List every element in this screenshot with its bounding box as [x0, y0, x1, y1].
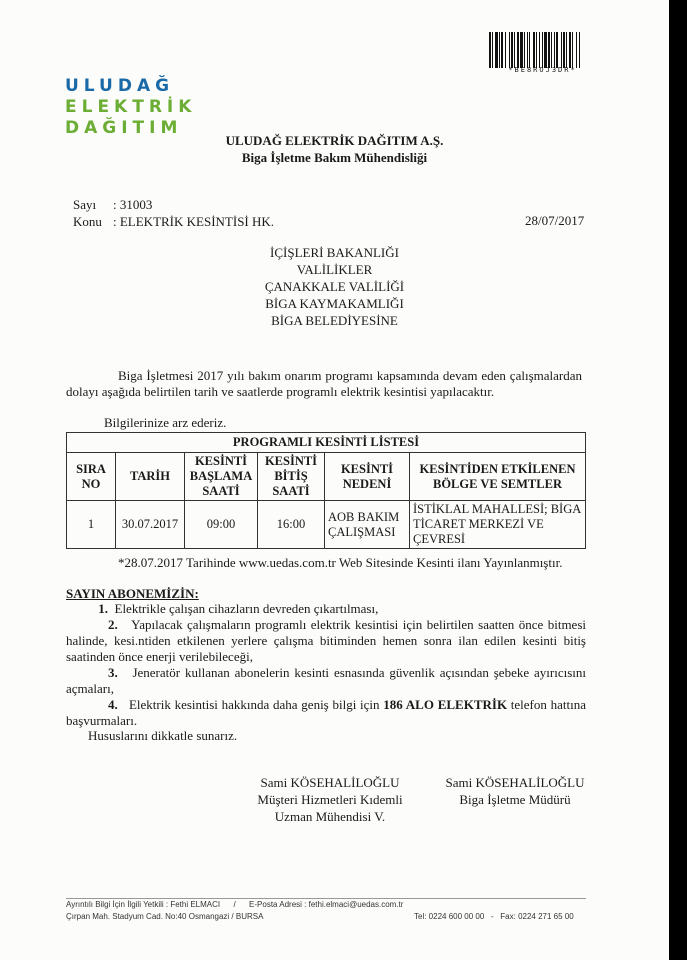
notice-item-text: Elektrikle çalışan cihazların devreden çıkartılması,: [114, 601, 379, 616]
table-cell: 1: [67, 501, 116, 549]
notice-item: [66, 697, 586, 729]
table-header: KESİNTİ BİTİŞ SAATİ: [258, 453, 325, 501]
uedas-logo: [65, 76, 196, 139]
addressee-list: [0, 244, 669, 329]
table-cell: İSTİKLAL MAHALLESİ; BİGA TİCARET MERKEZİ VE ÇEVRESİ: [410, 501, 586, 549]
notice-item-text: Yapılacak çalışmaların programlı elektrik kesintisi için belirtilen saatten önce bitmesi halinde, kesi.ntiden etkilenen yerlere çalışma bitiminden hemen sonra ilan edilen kesinti bitiş saatinden önce enerji verilebileceği,: [66, 617, 586, 664]
department-name: Biga İşletme Bakım Mühendisliği: [241, 150, 428, 165]
info-line: Bilgilerinize arz ederiz.: [104, 415, 227, 430]
konu-label: Konu: [73, 214, 102, 229]
footer-contact: Ayrıntılı Bilgi İçin İlgili Yetkili : Fethi ELMACI / E-Posta Adresi : fethi.elmaci@uedas.com.tr: [66, 900, 404, 909]
hotline-text: 186 ALO ELEKTRİK: [383, 697, 508, 712]
addressee-line: BİGA KAYMAKAMLIĞI: [265, 296, 404, 311]
company-name: ULUDAĞ ELEKTRİK DAĞITIM A.Ş.: [225, 133, 444, 148]
table-cell: 30.07.2017: [116, 501, 185, 549]
notice-heading: SAYIN ABONEMİZİN:: [66, 586, 199, 601]
sayi-value: : 31003: [113, 197, 153, 212]
table-header: KESİNTİ NEDENİ: [325, 453, 410, 501]
addressee-line: VALİLİKLER: [296, 262, 373, 277]
notice-item-number: 1.: [98, 601, 108, 616]
table-title: PROGRAMLI KESİNTİ LİSTESİ: [67, 433, 586, 453]
addressee-line: BİGA BELEDİYESİNE: [271, 313, 398, 328]
table-header: SIRA NO: [67, 453, 116, 501]
footer-phone: Tel: 0224 600 00 00 - Fax: 0224 271 65 00: [414, 912, 574, 921]
barcode-text: *BE8ROJ3DR*: [508, 66, 577, 74]
signature-left: [230, 774, 430, 825]
logo-line-3: DAĞITIM: [65, 118, 183, 138]
notice-item-text: Elektrik kesintisi hakkında daha geniş bilgi için 186 ALO ELEKTRİK telefon hattına başvurmaları.: [66, 697, 586, 728]
logo-line-2: ELEKTRİK: [65, 97, 197, 117]
table-cell: 09:00: [185, 501, 258, 549]
signatory-name: Sami KÖSEHALİLOĞLU: [445, 775, 585, 790]
intro-paragraph: Biga İşletmesi 2017 yılı bakım onarım programı kapsamında devam eden çalışmalardan dolayı aşağıda belirtilen tarih ve saatlerde programlı elektrik kesintisi yapılacaktır.: [66, 368, 582, 399]
logo-line-1: ULUDAĞ: [65, 76, 175, 96]
notice-item: [66, 617, 586, 665]
footer-address: Çırpan Mah. Stadyum Cad. No:40 Osmangazi / BURSA: [66, 912, 264, 921]
signatory-name: Sami KÖSEHALİLOĞLU: [260, 775, 400, 790]
addressee-line: ÇANAKKALE VALİLİĞİ: [264, 279, 405, 294]
addressee-line: İÇİŞLERİ BAKANLIĞI: [270, 245, 399, 260]
closing-line: Hususlarını dikkatle sunarız.: [88, 728, 238, 743]
notice-item: [66, 601, 586, 617]
table-cell: AOB BAKIM ÇALIŞMASI: [325, 501, 410, 549]
table-header: KESİNTİDEN ETKİLENEN BÖLGE VE SEMTLER: [410, 453, 586, 501]
table-cell: 16:00: [258, 501, 325, 549]
table-header: TARİH: [116, 453, 185, 501]
sayi-label: Sayı: [73, 197, 97, 212]
table-row: [67, 501, 586, 549]
signature-right: [415, 774, 615, 808]
notice-item-text: Jeneratör kullanan abonelerin kesinti esnasında güvenlik açısından şebeke ayırıcısını açmaları,: [66, 665, 586, 696]
notice-item-number: 3.: [108, 665, 118, 680]
table-header: KESİNTİ BAŞLAMA SAATİ: [185, 453, 258, 501]
signatory-title: Uzman Mühendisi V.: [274, 809, 386, 824]
signatory-title: Biga İşletme Müdürü: [459, 792, 571, 807]
signatory-title: Müşteri Hizmetleri Kıdemli: [257, 792, 403, 807]
notice-item: [66, 665, 586, 697]
barcode-image: [489, 32, 596, 68]
footer-divider: [66, 898, 586, 899]
publication-note: *28.07.2017 Tarihinde www.uedas.com.tr Web Sitesinde Kesinti ilanı Yayınlanmıştır.: [118, 555, 563, 570]
meta-block: [73, 196, 274, 230]
notice-item-number: 4.: [108, 697, 118, 712]
notice-item-number: 2.: [108, 617, 118, 632]
barcode-bar: [580, 32, 581, 68]
document-date: 28/07/2017: [525, 213, 585, 228]
konu-value: : ELEKTRİK KESİNTİSİ HK.: [113, 214, 275, 229]
outage-table: [66, 432, 586, 549]
